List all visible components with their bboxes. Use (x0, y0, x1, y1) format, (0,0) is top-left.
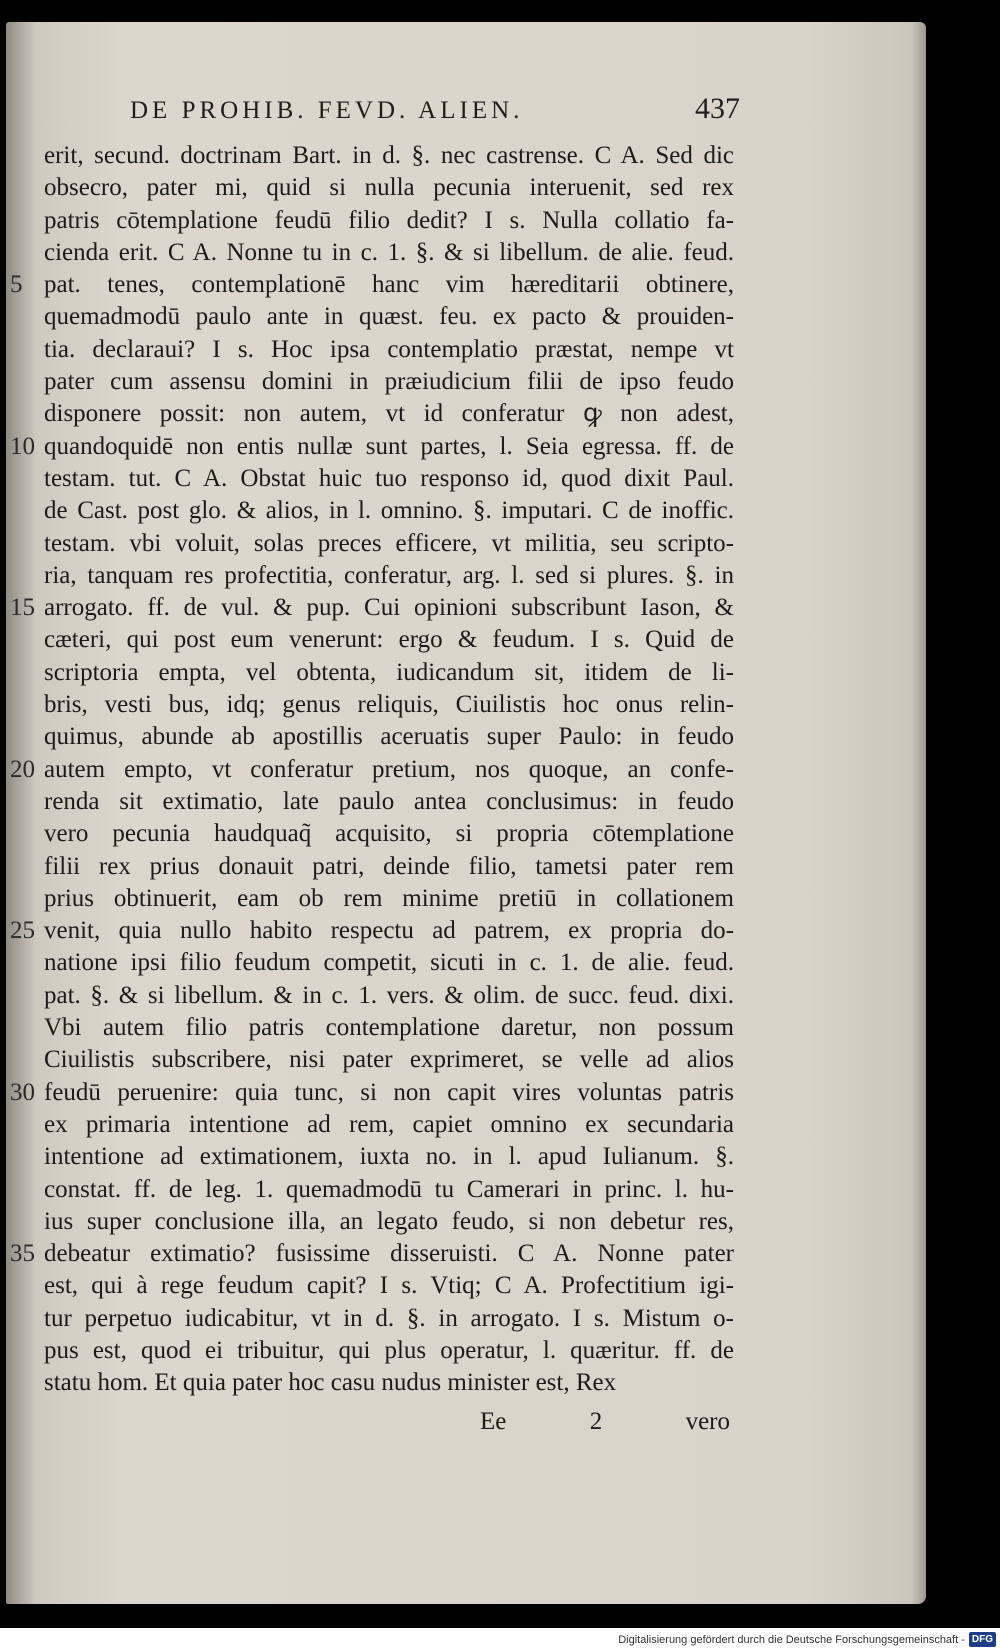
text-line (10, 269, 734, 301)
line-text: venit, quia nullo habito respectu ad patrem, ex propria do- (44, 917, 734, 945)
line-text: cæteri, qui post eum venerunt: ergo & feudum. I s. Quid de (44, 626, 734, 654)
running-head: DE PROHIB. FEVD. ALIEN. (130, 97, 524, 124)
line-text: quandoquidē non entis nullæ sunt partes, l. Seia egressa. ff. de (44, 432, 734, 460)
line-text: Vbi autem filio patris contemplatione daretur, non possum (44, 1014, 734, 1042)
text-line (10, 1270, 734, 1302)
text-line (10, 1141, 734, 1173)
line-text: Ciuilistis subscribere, nisi pater exprimeret, se velle ad alios (44, 1046, 734, 1074)
text-line (10, 980, 734, 1012)
line-number: 30 (10, 1078, 35, 1106)
text-line (10, 301, 734, 333)
line-text: pat. §. & si libellum. & in c. 1. vers. & olim. de succ. feud. dixi. (44, 981, 734, 1009)
text-line (10, 947, 734, 979)
dfg-logo: DFG (969, 1632, 996, 1647)
line-text: de Cast. post glo. & alios, in l. omnino. §. imputari. C de inoffic. (44, 497, 734, 525)
line-number: 25 (10, 917, 35, 945)
digitization-footer (0, 1628, 1000, 1651)
line-text: scriptoria empta, vel obtenta, iudicandum sit, itidem de li- (44, 658, 734, 686)
line-text: tia. declaraui? I s. Hoc ipsa contemplatio præstat, nempe vt (44, 335, 734, 363)
text-line (10, 1109, 734, 1141)
text-line (10, 1206, 734, 1238)
line-text: arrogato. ff. de vul. & pup. Cui opinioni subscribunt Iason, & (44, 594, 734, 622)
line-text: est, qui à rege feudum capit? I s. Vtiq; C A. Profectitium igi- (44, 1272, 734, 1300)
text-line (10, 657, 734, 689)
line-text: quimus, abunde ab apostillis aceruatis super Paulo: in feudo (44, 723, 734, 751)
line-text: bris, vesti bus, idq; genus reliquis, Ciuilistis hoc onus relin- (44, 691, 734, 719)
line-text: pus est, quod ei tribuitur, qui plus operatur, l. quæritur. ff. de (44, 1336, 734, 1364)
line-text: filii rex prius donauit patri, deinde filio, tametsi pater rem (44, 852, 734, 880)
line-text: vero pecunia haudquaq̃ acquisito, si propria cōtemplatione (44, 820, 734, 848)
line-text: natione ipsi filio feudum competit, sicuti in c. 1. de alie. feud. (44, 949, 734, 977)
text-line (10, 366, 734, 398)
text-line (10, 172, 734, 204)
text-line (10, 431, 734, 463)
line-text: tur perpetuo iudicabitur, vt in d. §. in arrogato. I s. Mistum o- (44, 1304, 734, 1332)
text-line (10, 1238, 734, 1270)
text-line (10, 1303, 734, 1335)
catchword-line (480, 1408, 730, 1436)
signature-number: 2 (589, 1408, 603, 1435)
text-line (10, 528, 734, 560)
text-line (10, 1077, 734, 1109)
page-number: 437 (695, 92, 740, 125)
text-line (10, 915, 734, 947)
catchword: vero (685, 1408, 730, 1435)
text-line (10, 463, 734, 495)
line-text: cienda erit. C A. Nonne tu in c. 1. §. & si libellum. de alie. feud. (44, 238, 734, 266)
line-text: prius obtinuerit, eam ob rem minime pretiū in collationem (44, 884, 734, 912)
line-number: 10 (10, 432, 35, 460)
text-line (10, 689, 734, 721)
line-text: renda sit extimatio, late paulo antea conclusimus: in feudo (44, 787, 734, 815)
text-line (10, 1367, 730, 1399)
line-text: disponere possit: non autem, vt id conferatur ꝙ non adest, (44, 400, 734, 428)
text-line (10, 786, 734, 818)
text-line (10, 1174, 734, 1206)
line-text: pat. tenes, contemplationē hanc vim hæreditarii obtinere, (44, 271, 734, 299)
line-text: feudū peruenire: quia tunc, si non capit vires voluntas patris (44, 1078, 734, 1106)
text-line (10, 495, 734, 527)
text-line (10, 398, 734, 430)
line-text: testam. tut. C A. Obstat huic tuo responso id, quod dixit Paul. (44, 464, 734, 492)
line-number: 35 (10, 1240, 35, 1268)
text-line (10, 1044, 734, 1076)
text-line (10, 624, 734, 656)
text-line (10, 883, 734, 915)
text-line (10, 334, 734, 366)
signature-mark: Ee (480, 1408, 507, 1435)
line-text: autem empto, vt conferatur pretium, nos quoque, an confe- (44, 755, 734, 783)
line-number: 20 (10, 755, 35, 783)
line-number: 15 (10, 594, 35, 622)
line-text: ius super conclusione illa, an legato feudo, si non debetur res, (44, 1207, 734, 1235)
text-line (10, 237, 734, 269)
text-line (10, 560, 734, 592)
line-text: ria, tanquam res profectitia, conferatur, arg. l. sed si plures. §. in (44, 561, 734, 589)
line-text: testam. vbi voluit, solas preces efficere, vt militia, seu scripto- (44, 529, 734, 557)
body-text (10, 140, 734, 1400)
line-text: obsecro, pater mi, quid si nulla pecunia interuenit, sed rex (44, 174, 734, 202)
line-text: intentione ad extimationem, iuxta no. in l. apud Iulianum. §. (44, 1143, 734, 1171)
footer-credit: Digitalisierung gefördert durch die Deutsche Forschungsgemeinschaft - (618, 1633, 965, 1646)
line-text: debeatur extimatio? fusissime disseruisti. C A. Nonne pater (44, 1240, 734, 1268)
line-text: statu hom. Et quia pater hoc casu nudus minister est, Rex (44, 1369, 617, 1397)
line-text: erit, secund. doctrinam Bart. in d. §. nec castrense. C A. Sed dic (44, 142, 734, 169)
page-header (130, 92, 740, 126)
text-line (10, 1012, 734, 1044)
line-number: 5 (10, 271, 23, 299)
line-text: ex primaria intentione ad rem, capiet omnino ex secundaria (44, 1110, 734, 1138)
text-line (10, 754, 734, 786)
text-line (10, 140, 734, 172)
text-line (10, 1335, 734, 1367)
text-line (10, 592, 734, 624)
text-line (10, 721, 734, 753)
line-text: quemadmodū paulo ante in quæst. feu. ex pacto & prouiden- (44, 303, 734, 331)
text-line (10, 205, 734, 237)
text-line (10, 818, 734, 850)
line-text: constat. ff. de leg. 1. quemadmodū tu Camerari in princ. l. hu- (44, 1175, 734, 1203)
line-text: patris cōtemplatione feudū filio dedit? I s. Nulla collatio fa- (44, 206, 734, 234)
text-line (10, 851, 734, 883)
line-text: pater cum assensu domini in præiudicium filii de ipso feudo (44, 368, 734, 396)
